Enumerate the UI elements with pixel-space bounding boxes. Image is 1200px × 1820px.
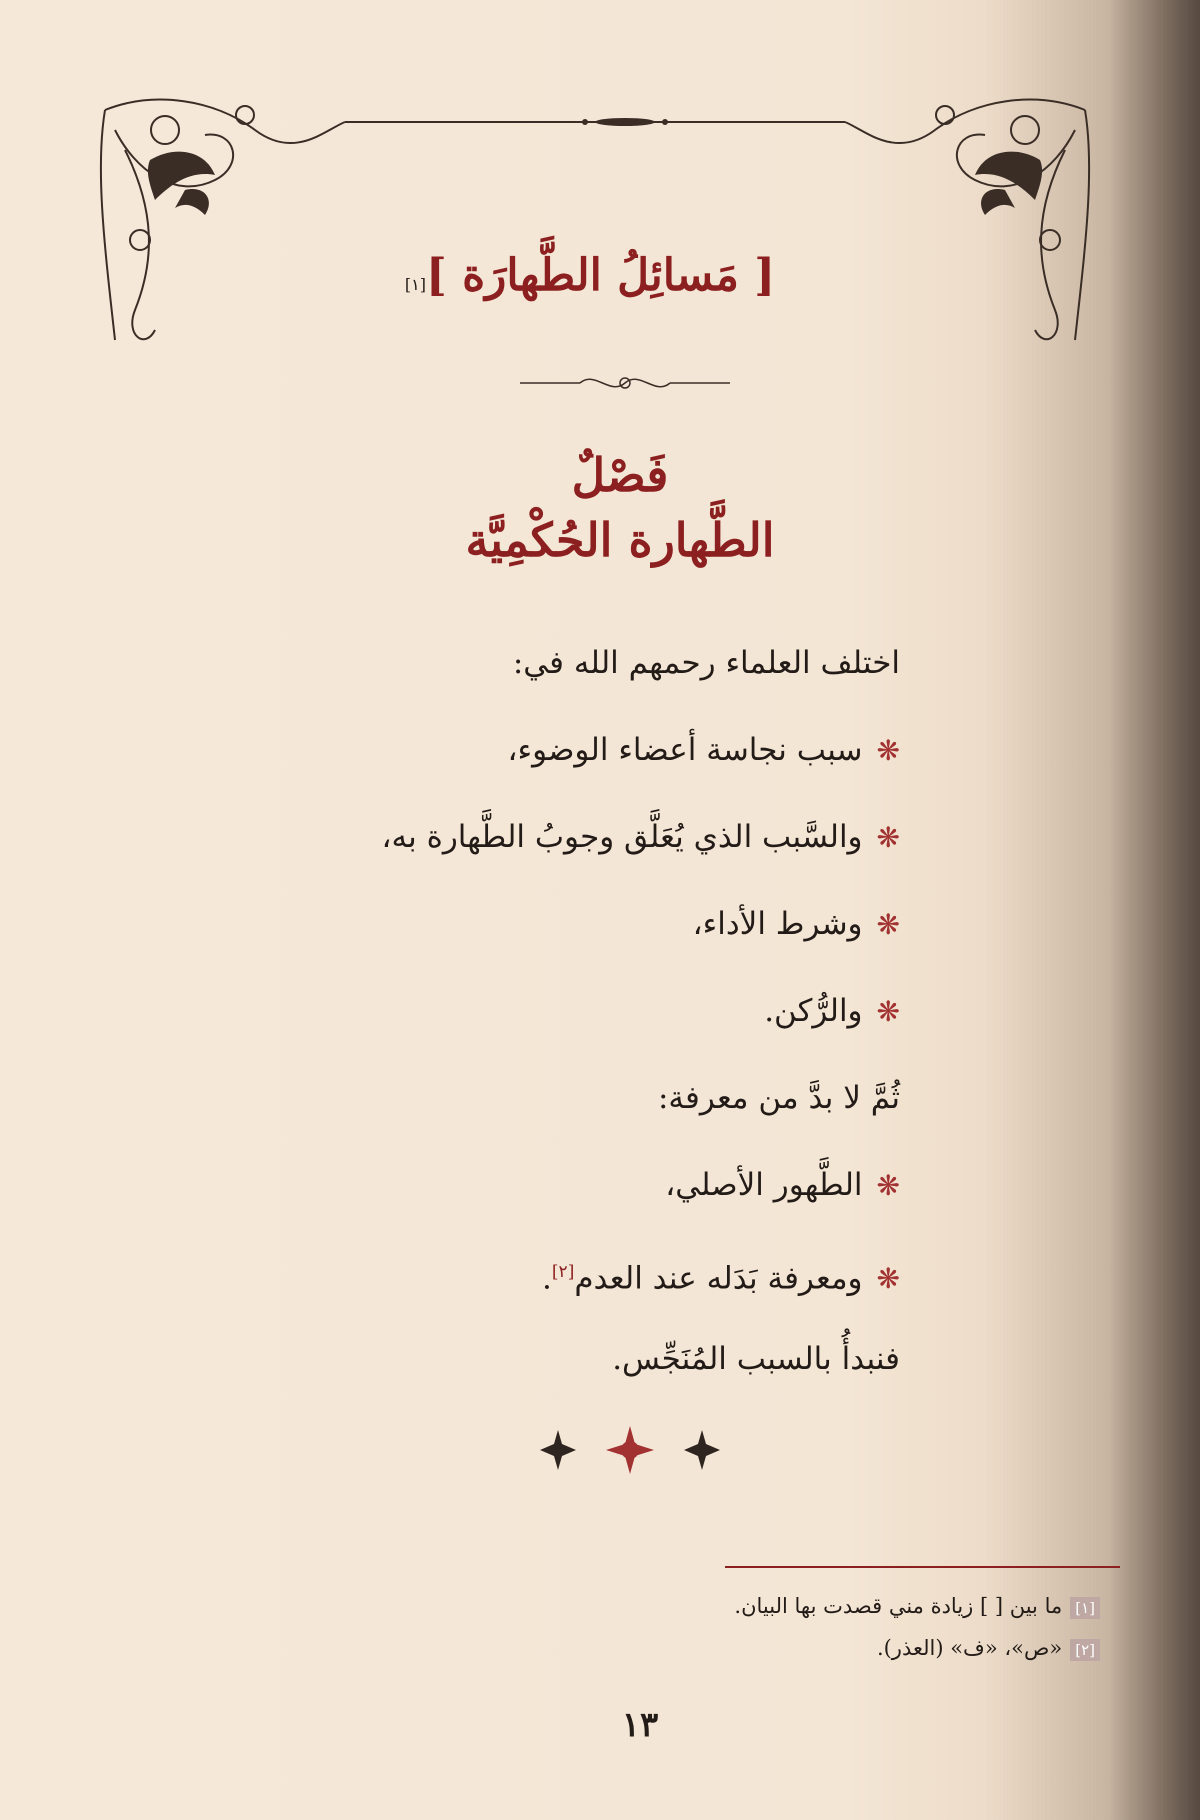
list-item xyxy=(140,707,900,794)
footnote-rule xyxy=(725,1566,1120,1568)
footnote-item xyxy=(400,1585,1100,1627)
intro-line: اختلف العلماء رحمهم الله في: xyxy=(512,645,900,681)
asterisk-bullet-icon: ❋ xyxy=(876,1262,900,1296)
footnote-item xyxy=(400,1627,1100,1669)
list-item-end: . xyxy=(542,1260,552,1297)
list-item xyxy=(140,794,900,881)
list-item-text: وشرط الأداء، xyxy=(692,906,863,942)
page-number: ١٣ xyxy=(621,1705,659,1745)
asterisk-bullet-icon: ❋ xyxy=(876,821,900,854)
footnote-text: «ص»، «ف» (العذر). xyxy=(876,1636,1063,1660)
asterisk-bullet-icon: ❋ xyxy=(876,995,900,1028)
list-item xyxy=(140,1229,900,1316)
list-item xyxy=(140,881,900,968)
chapter-title-block xyxy=(330,250,850,301)
book-gutter-shadow xyxy=(1110,0,1200,1820)
chapter-title: [ مَسائِلُ الطَّهارَة ] xyxy=(425,250,776,301)
section-heading xyxy=(300,445,940,575)
body-text xyxy=(140,620,900,1403)
asterisk-bullet-icon: ❋ xyxy=(876,734,900,767)
asterisk-bullet-icon: ❋ xyxy=(876,1169,900,1202)
list-item-text: الطَّهور الأصلي، xyxy=(665,1167,863,1203)
section-label: فَصْلٌ xyxy=(571,448,669,502)
footnotes xyxy=(400,1585,1100,1669)
section-title: الطَّهارة الحُكْمِيَّة xyxy=(465,513,775,567)
star-ornament-icon xyxy=(684,1430,720,1470)
star-ornament-icon xyxy=(606,1426,654,1474)
list-item xyxy=(140,1142,900,1229)
footnote-ref-2: [٢] xyxy=(551,1262,575,1282)
footnote-number: [١] xyxy=(1070,1597,1100,1619)
list-item-text: سبب نجاسة أعضاء الوضوء، xyxy=(507,732,863,768)
then-line: ثُمَّ لا بدَّ من معرفة: xyxy=(657,1080,900,1116)
closing-line: فنبدأُ بالسبب المُنَجِّس. xyxy=(612,1341,900,1377)
footnote-number: [٢] xyxy=(1070,1639,1100,1661)
footnote-text: ما بين [ ] زيادة مني قصدت بها البيان. xyxy=(734,1594,1063,1618)
list-item-text: والرُّكن. xyxy=(764,993,863,1029)
asterisk-bullet-icon: ❋ xyxy=(876,908,900,941)
three-stars-separator xyxy=(530,1420,730,1480)
list-item-text: والسَّبب الذي يُعَلَّق وجوبُ الطَّهارة به، xyxy=(381,819,863,855)
star-ornament-icon xyxy=(540,1430,576,1470)
chapter-footnote-ref: [١] xyxy=(404,275,426,294)
list-item-text: ومعرفة بَدَله عند العدم xyxy=(574,1260,863,1297)
list-item xyxy=(140,968,900,1055)
